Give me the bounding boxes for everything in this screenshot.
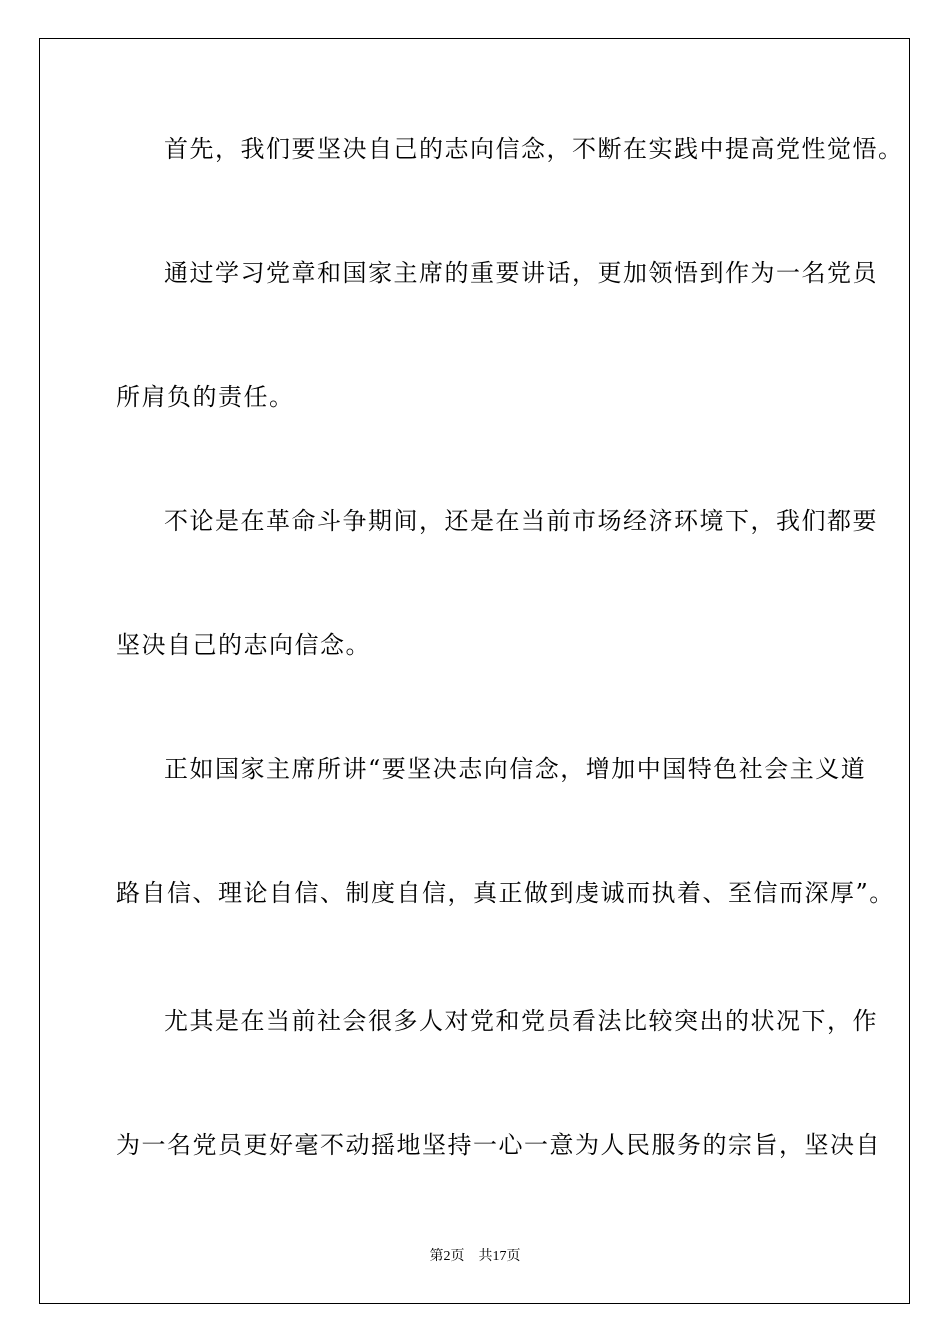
page-number: 第2页: [429, 1249, 465, 1264]
paragraph-1-line-1: 首先，我们要坚决自己的志向信念，不断在实践中提高党性觉悟。: [164, 135, 904, 163]
paragraph-4-line-1: 正如国家主席所讲“要坚决志向信念，增加中国特色社会主义道: [164, 755, 867, 783]
page-border: [39, 38, 910, 1304]
paragraph-3-line-2: 坚决自己的志向信念。: [116, 631, 371, 659]
paragraph-2-line-1: 通过学习党章和国家主席的重要讲话，更加领悟到作为一名党员: [164, 259, 878, 287]
paragraph-4-line-2: 路自信、理论自信、制度自信，真正做到虔诚而执着、至信而深厚”。: [116, 879, 895, 907]
total-pages: 共17页: [478, 1249, 521, 1264]
paragraph-2-line-2: 所肩负的责任。: [116, 383, 295, 411]
paragraph-3-line-1: 不论是在革命斗争期间，还是在当前市场经济环境下，我们都要: [164, 507, 878, 535]
paragraph-5-line-2: 为一名党员更好毫不动摇地坚持一心一意为人民服务的宗旨，坚决自: [116, 1131, 881, 1159]
paragraph-5-line-1: 尤其是在当前社会很多人对党和党员看法比较突出的状况下，作: [164, 1007, 878, 1035]
page-footer: [0, 1248, 950, 1266]
